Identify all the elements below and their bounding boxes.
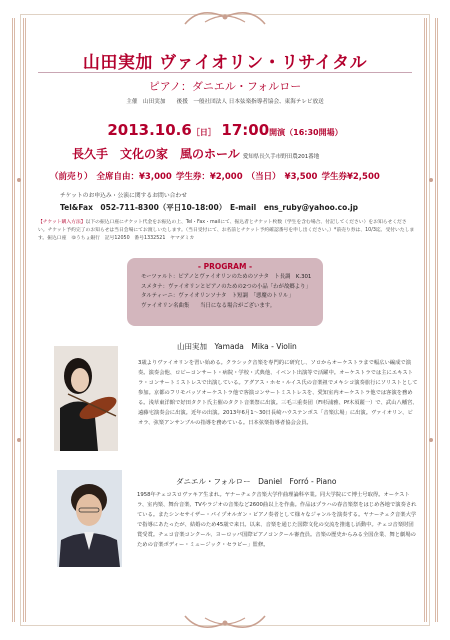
program-item: タルティーニ：ヴァイオリンソナタ ト短調 「悪魔のトリル」 [141,293,294,299]
title-divider [38,72,412,73]
pianist-name: ダニエル・フォルロー Daniel Forró - Piano [176,477,337,486]
doors-open: （16:30開場） [285,128,343,137]
door-general-price: ¥3,500 [284,172,318,182]
program-item: ヴァイオリン名曲集 当日になる場合がございます。 [141,302,276,309]
violinist-bio: 3歳よりヴァイオリンを習い始める。クラシック音楽を専門的に研究し、ソロからオーケストラまで幅広い編成で演奏。演奏会他、ロビーコンサート・病院・学校・式典他、イベント出演等で活躍中。オーケストラでは主にエキストラ・コンサートミストレスで出演している。アグアス・ホセ・ルイス氏の音楽祖でメキシコ演奏旅行にソリストとして参加。京都のフリモバッソオーケストラ他で客演コンサートミストレスを、愛知室内オーケストラ他では客演を務める。浅草東洋館で好田タクト氏主催のタクト音楽祭に出演。三毛三重奏団（FI杉浦雅、Pf木須麗一）で、武山八幡宮、遠藤宅演奏会に出演。近年の出演。2013年6月1～30日長崎ハウステンボス「音楽広場」に出演。ヴァイオリン、ビオラ、弦楽アンサンブルの指導を務めている。日本弦楽指導者協会会員。 [138,360,418,426]
program-item: モーツァルト：ピアノとヴァイオリンのためのソナタ ト長調 K.301 [141,274,312,280]
pianist-photo [57,470,122,567]
sponsor-line: 主催 山田実加 後援 一般社団法人 日本弦楽指導者協会、東海テレビ放送 [126,99,324,105]
ticket-inquiry-heading: チケットのお申込み・公演に関するお問い合わせ [60,193,188,199]
ticket-purchase-note [38,219,416,243]
left-ornament-border [12,18,26,622]
advance-student-price: 学生券：¥2,000 [175,172,243,182]
door-student-price: 学生券¥2,500 [321,172,380,182]
date-time-line [0,120,450,139]
program-box [127,258,323,326]
program-item: スメタナ：ヴァイオリンとピアノのための2つの小品「わが故郷より」 [141,283,311,290]
violinist-photo [54,346,118,451]
bottom-flourish-ornament [175,610,275,636]
ticket-note-label: 【チケット購入方法】 [38,220,86,225]
venue-address: 愛知県長久手市野田農201番地 [242,154,320,160]
right-ornament-border [424,18,438,622]
pianist-line: ピアノ：ダニエル・フォルロー [148,80,302,93]
top-flourish-ornament [175,4,275,30]
advance-label: （前売り） [50,172,93,182]
page-title: 山田実加 ヴァイオリン・リサイタル [82,53,368,73]
concert-date: 2013.10.6 [107,121,192,139]
violinist-name: 山田実加 Yamada Mika - Violin [177,342,297,351]
price-line [50,170,384,182]
venue-name: 長久手 文化の家 風のホール [72,147,240,161]
pianist-bio: 1958年チェコスロヴァキア生まれ。ヤナーチェク音楽大学作曲理論科卒業。同大学院にて博士号取得。オーケストラ、室内楽、舞台音楽、TVやラジオの音楽など2600曲以上を作曲。作品はプラハの春音楽祭をはじめ各地で演奏されている。またシンセサイザー・パイプオルガン・ピアノ奏者として様々なジャンルを演奏する。ヤナーチェク音楽大学で指導にあたったが、結婚のため45歳で来日。以来、音楽を通じた国際文化の交流を推進し活動中。チェコ音楽財団賞受賞。チェコ音楽コンクール、ヨーロッパ国際ピアノコンクール審査員。音楽の歴史からみる全国企業、舞と劇場のための音楽ボディー・ミュージック・セラピー」監修。 [137,492,417,548]
program-heading: - PROGRAM - [197,262,253,271]
program-list [127,273,323,311]
concert-weekday: ［日］ [191,128,216,137]
contact-info: Tel&Fax 052-711-8300（平日10-18:00） E-mail ens_ruby@yahoo.co.jp [60,203,359,212]
door-label: （当日） [246,172,281,182]
ticket-note-text: 以下の振込口座にチケット代金をお振込の上、Tel・Fax・mailにて、振込者とチケット枚数（学生を含む場合、付記してください）をお知らせください。チケット予約完了のお知らせは当日会場にてお渡しいたします。（当日受付にて、お名前とチケット予約確認番号を申し出ください。）*前売り券は、10/3迄、受付いたします。振込口座 ゆうちょ銀行 記号12050 番号1332521 ヤマダミカ [38,220,415,241]
advance-general-price: 全席自由：¥3,000 [96,172,172,182]
venue-line [72,145,319,162]
open-label: 開演 [269,128,286,137]
concert-time: 17:00 [221,121,270,139]
